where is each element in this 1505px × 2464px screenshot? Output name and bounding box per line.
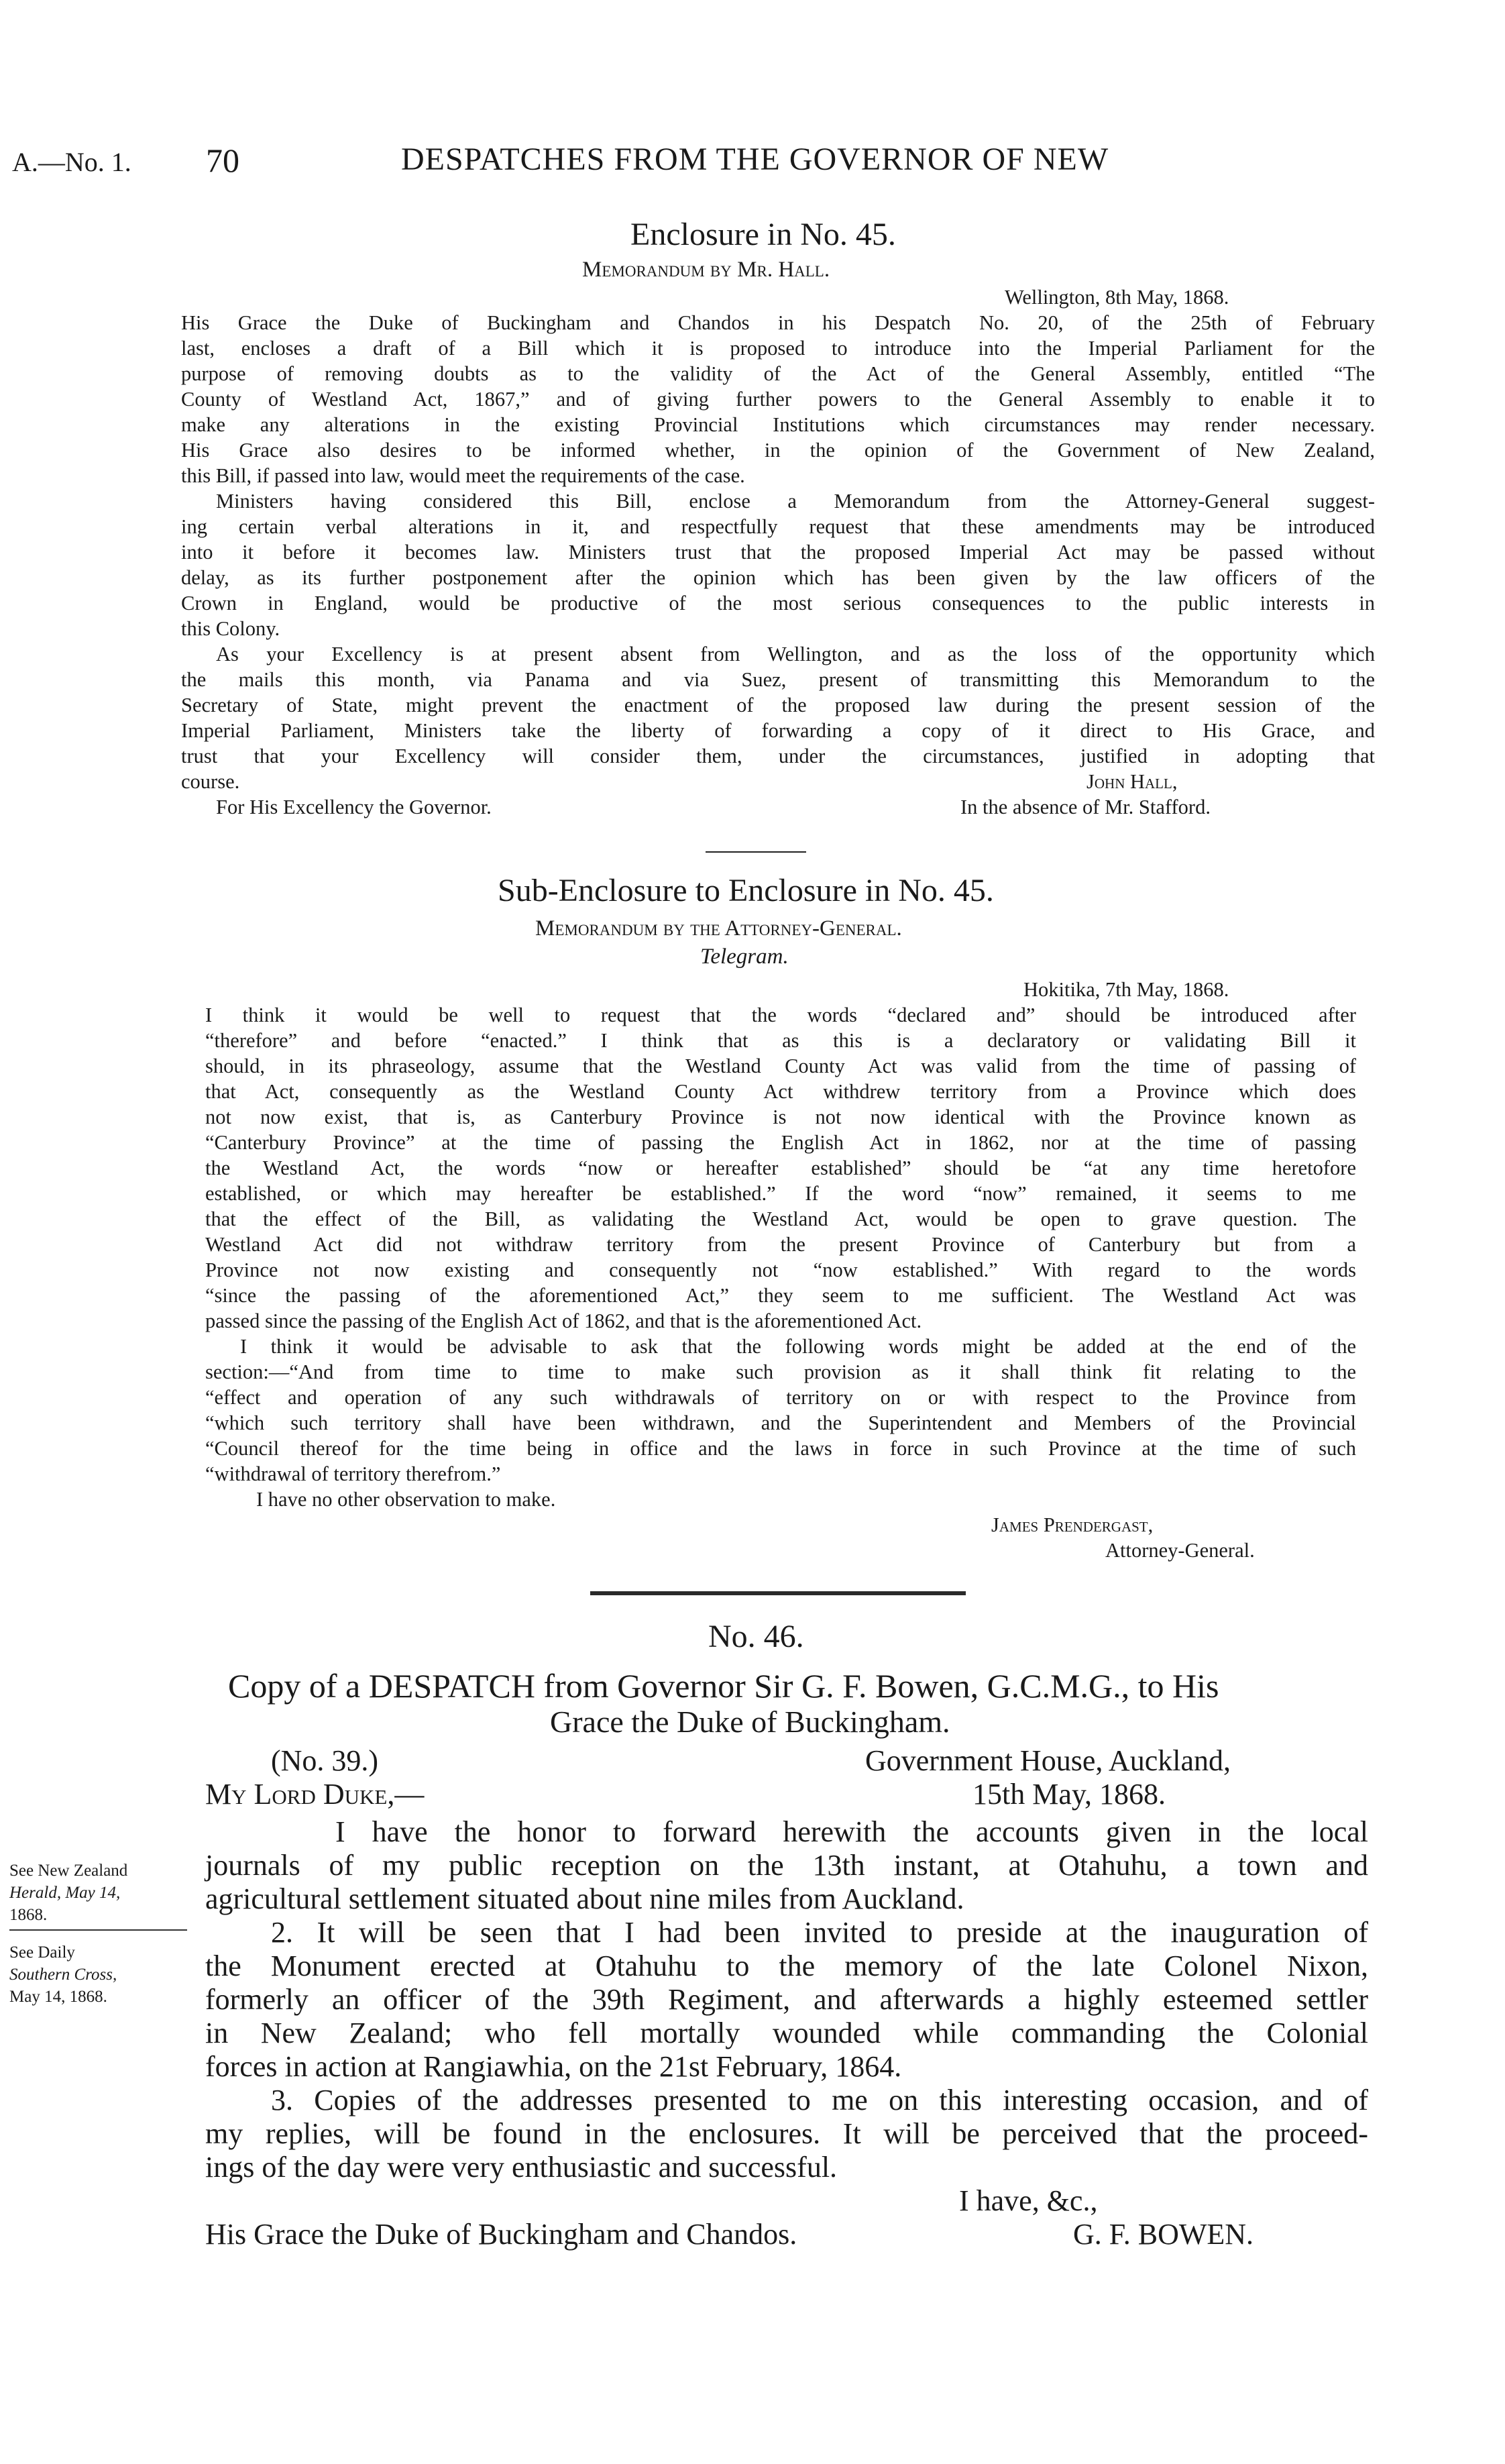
enclosure-signature: John Hall, xyxy=(1086,770,1178,793)
despatch-line: forces in action at Rangiawhia, on the 21st February, 1864. xyxy=(205,2050,902,2083)
despatch-line: the Monument erected at Otahuhu to the memory of the late Colonel Nixon, xyxy=(205,1949,1368,1982)
sub-enclosure-place-date: Hokitika, 7th May, 1868. xyxy=(1023,978,1229,1001)
enclosure-heading: Enclosure in No. 45. xyxy=(630,217,896,252)
sub-enclosure-line: section:—“And from time to time to make such provision as it shall think fit relating to the xyxy=(205,1360,1356,1383)
sub-enclosure-signature-title: Attorney-General. xyxy=(1105,1539,1255,1562)
sub-enclosure-line: I think it would be well to request that the words “declared and” should be introduced after xyxy=(205,1004,1356,1026)
enclosure-line: this Colony. xyxy=(181,617,280,640)
sub-enclosure-signature: James Prendergast, xyxy=(991,1513,1154,1536)
enclosure-line: this Bill, if passed into law, would meet the requirements of the case. xyxy=(181,464,745,487)
margin-note-herald xyxy=(9,1860,127,1926)
enclosure-line: His Grace also desires to be informed whether, in the opinion of the Government of New Zealand, xyxy=(181,439,1375,462)
enclosure-line: Secretary of State, might prevent the enactment of the proposed law during the present session of the xyxy=(181,694,1375,716)
despatch-number: No. 46. xyxy=(708,1619,804,1654)
sub-enclosure-heading: Sub-Enclosure to Enclosure in No. 45. xyxy=(498,873,994,908)
despatch-signature: G. F. BOWEN. xyxy=(1073,2218,1254,2251)
sub-enclosure-line: not now exist, that is, as Canterbury Province is not now identical with the Province known as xyxy=(205,1106,1356,1128)
enclosure-line: His Grace the Duke of Buckingham and Chandos in his Despatch No. 20, of the 25th of February xyxy=(181,311,1375,334)
margin-note-line: See Daily xyxy=(9,1943,75,1962)
enclosure-place-date: Wellington, 8th May, 1868. xyxy=(1005,286,1229,309)
enclosure-line: Ministers having considered this Bill, enclose a Memorandum from the Attorney-General suggest- xyxy=(216,490,1375,513)
margin-note-line: Southern Cross, xyxy=(9,1966,117,1984)
sub-enclosure-line: I think it would be advisable to ask that the following words might be added at the end of the xyxy=(240,1335,1356,1358)
despatch-closing: I have, &c., xyxy=(959,2184,1098,2217)
sub-enclosure-line: I have no other observation to make. xyxy=(256,1488,556,1511)
despatch-line: journals of my public reception on the 13th instant, at Otahuhu, a town and xyxy=(205,1849,1368,1882)
enclosure-line: make any alterations in the existing Provincial Institutions which circumstances may render necessary. xyxy=(181,413,1375,436)
margin-note-line: See New Zealand xyxy=(9,1862,128,1880)
enclosure-line: Imperial Parliament, Ministers take the liberty of forwarding a copy of it direct to His Grace, and xyxy=(181,719,1375,742)
despatch-title-line2: Grace the Duke of Buckingham. xyxy=(550,1705,950,1739)
despatch-line: formerly an officer of the 39th Regiment, and afterwards a highly esteemed settler xyxy=(205,1983,1368,2016)
despatch-line: I have the honor to forward herewith the accounts given in the local xyxy=(335,1815,1368,1848)
enclosure-line: into it before it becomes law. Ministers trust that the proposed Imperial Act may be passed without xyxy=(181,541,1375,564)
despatch-title-line1: Copy of a DESPATCH from Governor Sir G. F. Bowen, G.C.M.G., to His xyxy=(228,1667,1219,1705)
sub-enclosure-line: “Council thereof for the time being in office and the laws in force in such Province at the time of such xyxy=(205,1437,1356,1460)
sub-enclosure-line: Westland Act did not withdraw territory from the present Province of Canterbury but from a xyxy=(205,1233,1356,1256)
enclosure-subtitle: Memorandum by Mr. Hall. xyxy=(582,258,830,282)
telegram-label: Telegram. xyxy=(700,945,789,969)
enclosure-line: delay, as its further postponement after the opinion which has been given by the law officers of the xyxy=(181,566,1375,589)
sub-enclosure-line: should, in its phraseology, assume that the Westland County Act was valid from the time of passing of xyxy=(205,1055,1356,1077)
margin-note-divider xyxy=(9,1929,187,1931)
section-divider xyxy=(706,851,806,853)
enclosure-line: purpose of removing doubts as to the validity of the Act of the General Assembly, entitled “The xyxy=(181,362,1375,385)
margin-note-line: May 14, 1868. xyxy=(9,1988,107,2006)
enclosure-line: trust that your Excellency will consider them, under the circumstances, justified in adopting that xyxy=(181,745,1375,767)
despatch-recipient: His Grace the Duke of Buckingham and Chandos. xyxy=(205,2218,797,2251)
despatch-line: my replies, will be found in the enclosures. It will be perceived that the proceed- xyxy=(205,2117,1368,2150)
despatch-line: ings of the day were very enthusiastic and successful. xyxy=(205,2151,838,2184)
enclosure-line: ing certain verbal alterations in it, and respectfully request that these amendments may be introduced xyxy=(181,515,1375,538)
sub-enclosure-line: “Canterbury Province” at the time of passing the English Act in 1862, nor at the time of passing xyxy=(205,1131,1356,1154)
despatch-salutation: My Lord Duke,— xyxy=(205,1778,425,1811)
sub-enclosure-line: “withdrawal of territory therefrom.” xyxy=(205,1462,501,1485)
sub-enclosure-line: “which such territory shall have been withdrawn, and the Superintendent and Members of the Provincial xyxy=(205,1411,1356,1434)
sub-enclosure-line: Province not now existing and consequently not “now established.” With regard to the words xyxy=(205,1258,1356,1281)
enclosure-addressee: For His Excellency the Governor. xyxy=(216,796,492,818)
despatch-line: 3. Copies of the addresses presented to me on this interesting occasion, and of xyxy=(271,2084,1368,2117)
sub-enclosure-line: established, or which may hereafter be established.” If the word “now” remained, it seems to me xyxy=(205,1182,1356,1205)
despatch-line: 2. It will be seen that I had been invited to preside at the inauguration of xyxy=(271,1916,1368,1949)
sub-enclosure-line: that the effect of the Bill, as validating the Westland Act, would be open to grave question. The xyxy=(205,1208,1356,1230)
sub-enclosure-line: the Westland Act, the words “now or hereafter established” should be “at any time heretofore xyxy=(205,1157,1356,1179)
margin-note-line: 1868. xyxy=(9,1906,48,1924)
sub-enclosure-line: passed since the passing of the English Act of 1862, and that is the aforementioned Act. xyxy=(205,1309,922,1332)
sub-enclosure-line: that Act, consequently as the Westland County Act withdrew territory from a Province which does xyxy=(205,1080,1356,1103)
despatch-location: Government House, Auckland, xyxy=(865,1744,1231,1777)
sub-enclosure-subtitle: Memorandum by the Attorney-General. xyxy=(535,916,902,941)
despatch-line: in New Zealand; who fell mortally wounded while commanding the Colonial xyxy=(205,2017,1368,2049)
enclosure-absence-note: In the absence of Mr. Stafford. xyxy=(960,796,1211,818)
sub-enclosure-line: “effect and operation of any such withdrawals of territory on or with respect to the Province from xyxy=(205,1386,1356,1409)
despatch-date: 15th May, 1868. xyxy=(972,1778,1166,1811)
enclosure-line: As your Excellency is at present absent from Wellington, and as the loss of the opportunity which xyxy=(216,643,1375,665)
margin-note-line: Herald, May 14, xyxy=(9,1884,121,1902)
enclosure-line: County of Westland Act, 1867,” and of giving further powers to the General Assembly to enable it to xyxy=(181,388,1375,411)
sub-enclosure-line: “therefore” and before “enacted.” I think that as this is a declaratory or validating Bill it xyxy=(205,1029,1356,1052)
enclosure-line: the mails this month, via Panama and via Suez, present of transmitting this Memorandum to the xyxy=(181,668,1375,691)
margin-note-southern-cross xyxy=(9,1941,117,2008)
sub-enclosure-line: “since the passing of the aforementioned Act,” they seem to me sufficient. The Westland Act was xyxy=(205,1284,1356,1307)
running-header-code: A.—No. 1. xyxy=(12,147,131,177)
enclosure-line: Crown in England, would be productive of the most serious consequences to the public interests in xyxy=(181,592,1375,614)
page-number: 70 xyxy=(206,142,239,179)
section-divider-heavy xyxy=(590,1591,966,1595)
despatch-reference: (No. 39.) xyxy=(271,1744,379,1777)
enclosure-line: course. xyxy=(181,770,240,793)
enclosure-line: last, encloses a draft of a Bill which it is proposed to introduce into the Imperial Parliament for the xyxy=(181,337,1375,360)
despatch-line: agricultural settlement situated about nine miles from Auckland. xyxy=(205,1882,964,1915)
running-header-title: DESPATCHES FROM THE GOVERNOR OF NEW xyxy=(401,142,1109,177)
